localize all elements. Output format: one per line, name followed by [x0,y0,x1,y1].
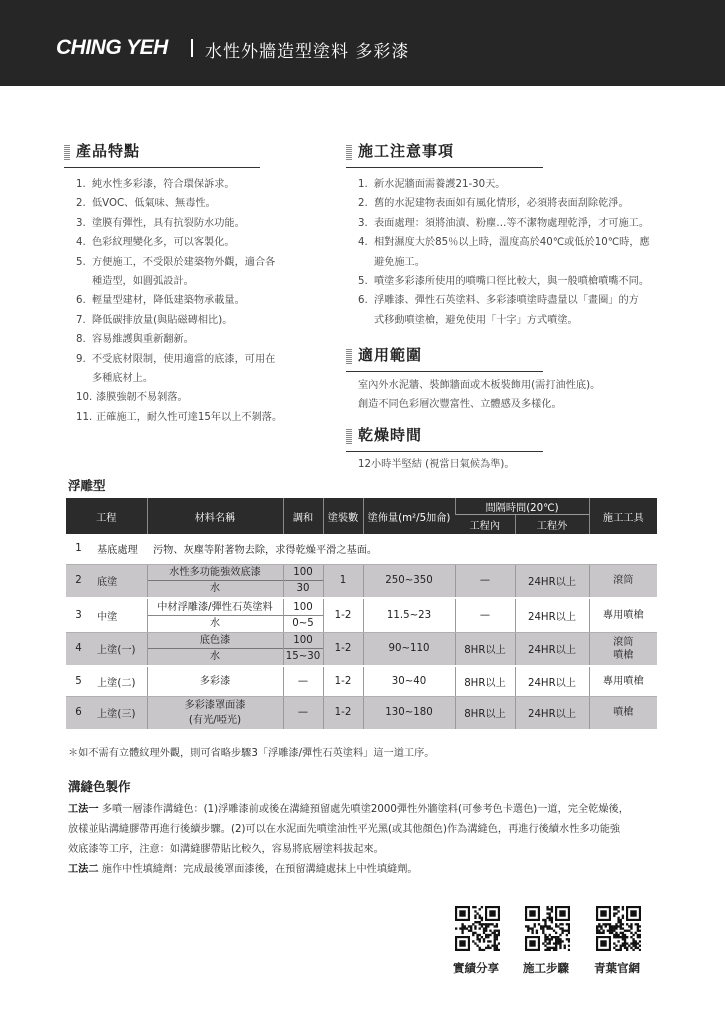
step-tool [589,564,657,598]
step-number: 3 [66,598,91,632]
list-item [358,214,650,233]
mix-ratio: 0~5 [284,615,323,631]
step-number: 5 [66,666,91,696]
step-interval-out: 24HR以上 [515,564,589,598]
features-heading [64,140,260,164]
tool-name: 噴槍 [613,707,634,719]
heading-underline [346,167,543,168]
step-note: 污物、灰塵等附著物去除，求得乾燥平滑之基面。 [147,534,657,564]
item-number: 8. [76,334,86,346]
scope-text [358,376,600,414]
item-text: 新水泥牆面需養護21-30天。 [374,179,506,190]
item-text: 低VOC、低氣味、無毒性。 [92,198,216,210]
list-item [358,291,650,330]
material-name: 底色漆 [199,635,231,647]
step-number: 2 [66,564,91,598]
features-title: 產品特點 [76,142,141,160]
list-item [76,291,282,310]
item-number: 4. [358,237,368,249]
step-coats: 1-2 [323,598,363,632]
brand-logo: CHING YEH [56,36,168,59]
heading-underline [346,371,543,372]
step-mix [283,632,323,666]
step-coverage: 11.5~23 [363,598,455,632]
mix-ratio: 100 [293,601,313,613]
header-tool: 施工工具 [589,498,657,534]
features-list [76,175,282,427]
list-item [76,388,282,407]
material-name: (有光/啞光) [188,714,242,726]
step-tool [589,666,657,696]
tool-name: 專用噴槍 [602,609,644,621]
step-interval-in: 8HR以上 [455,696,515,730]
header-bar [0,0,725,86]
tool-name: 專用噴槍 [602,675,644,687]
step-mix [283,666,323,696]
step-interval-in: — [455,598,515,632]
header-interval-out: 工程外 [515,515,589,534]
item-number: 6. [76,295,86,307]
step-number: 1 [66,534,91,564]
step-tool [589,696,657,730]
item-number: 3. [358,217,368,229]
item-number: 6. [358,295,368,307]
step-coverage: 90~110 [363,632,455,666]
item-text: 舊的水泥建物表面如有風化情形，必須將表面刮除乾淨。 [374,198,629,210]
method-one-line [68,800,629,820]
method-one [68,800,629,860]
header-coverage: 塗佈量(m²/5加侖) [363,498,455,534]
item-text: 塗膜有彈性，具有抗裂防水功能。 [92,217,245,229]
step-coverage: 30~40 [363,666,455,696]
qr-code-icon[interactable] [455,906,500,951]
method-one-text: 放樣並貼溝縫膠帶再進行後續步驟。(2)可以在水泥面先噴塗油性平光黑(或其他顏色)作為溝縫色，再進行後續水性多功能強 [68,824,621,835]
item-number: 1. [358,179,368,190]
item-text: 降低碳排放量(與貼磁磚相比)。 [92,314,233,326]
step-coats: 1 [323,564,363,598]
item-number: 1. [76,179,86,190]
item-text: 浮雕漆、彈性石英塗料、多彩漆噴塗時盡量以「畫圈」的方 [374,295,639,307]
item-text: 避免施工。 [374,256,425,268]
step-number: 6 [66,696,91,730]
method-one-text: 多噴一層漆作溝縫色：(1)浮雕漆前或後在溝縫預留處先噴塗2000彈性外牆塗料(可參考色卡選色)一道，完全乾燥後， [101,804,629,815]
tool-name: 滾筒 [613,575,634,587]
step-interval-out: 24HR以上 [515,696,589,730]
step-process: 中塗 [91,598,147,632]
list-item [76,350,282,389]
header-coats: 塗裝數 [323,498,363,534]
item-text: 正確施工，耐久性可達15年以上不剝落。 [96,411,283,423]
drying-heading [346,424,543,448]
step-coverage: 250~350 [363,564,455,598]
step-materials [147,696,283,730]
item-text: 方便施工，不受限於建築物外觀，適合各 [92,256,276,268]
method-two-text: 施作中性填縫劑：完成最後罩面漆後，在預留溝縫處抹上中性填縫劑。 [101,864,418,875]
table-row [66,598,657,632]
item-number: 10. [76,392,93,404]
mix-ratio: 100 [293,635,313,647]
step-tool [589,632,657,666]
step-interval-out: 24HR以上 [515,666,589,696]
list-item [76,233,282,252]
item-number: 2. [76,198,86,210]
step-mix [283,564,323,598]
qr-code-icon[interactable] [525,906,570,951]
heading-underline [64,167,260,168]
table-row [66,632,657,666]
scope-heading [346,344,543,368]
item-number: 5. [358,276,368,288]
table-section-title: 浮雕型 [68,478,106,493]
material-name: 水 [148,648,283,664]
item-text: 純水性多彩漆，符合環保訴求。 [92,179,235,190]
method-one-label: 工法一 [68,804,99,815]
material-name: 水 [148,615,283,631]
list-item [358,194,650,213]
item-text: 噴塗多彩漆所使用的噴嘴口徑比較大，與一般噴槍噴嘴不同。 [374,276,650,288]
drying-text: 12小時半堅結 (視當日氣候為準)。 [358,459,515,470]
tool-name: 滾筒 [613,636,634,648]
item-number: 9. [76,353,86,365]
step-process: 上塗(二) [91,666,147,696]
header-process: 工程 [66,498,147,534]
heading-underline [346,451,543,452]
qr-caption: 實績分享 [453,961,499,975]
step-coats: 1-2 [323,696,363,730]
scope-line: 室內外水泥牆、裝飾牆面或木板裝飾用(需打油性底)。 [358,380,601,391]
title-divider [191,39,193,57]
step-materials [147,666,283,696]
step-mix [283,696,323,730]
step-materials [147,564,283,598]
item-text: 表面處理：須將油漬、粉塵…等不潔物處理乾淨，才可施工。 [374,217,650,229]
heading-marker-icon [346,144,352,160]
table-row [66,666,657,696]
method-two-label: 工法二 [68,864,99,875]
material-name: 水性多功能強效底漆 [169,567,261,579]
table-row [66,534,657,564]
step-process: 上塗(三) [91,696,147,730]
step-process: 底塗 [91,564,147,598]
material-name: 多彩漆罩面漆 [184,699,246,711]
heading-marker-icon [64,144,70,160]
item-text: 式移動噴塗槍，避免使用「十字」方式噴塗。 [374,314,578,326]
table-row [66,696,657,730]
step-mix [283,598,323,632]
page-title: 水性外牆造型塗料 多彩漆 [205,42,410,62]
step-interval-out: 24HR以上 [515,598,589,632]
header-material: 材料名稱 [147,498,283,534]
list-item [358,175,650,194]
item-text: 多種底材上。 [92,373,154,385]
mix-ratio: 15~30 [284,648,323,664]
list-item [358,272,650,291]
item-number: 4. [76,237,86,249]
table-footnote: ＊如不需有立體紋理外觀，則可省略步驟3「浮雕漆/彈性石英塗料」這一道工序。 [68,748,435,759]
step-coverage: 130~180 [363,696,455,730]
step-interval-out: 24HR以上 [515,632,589,666]
item-text: 輕量型建材，降低建築物承載量。 [92,295,245,307]
header-interval: 間隔時間(20℃) [455,498,589,515]
item-text: 相對濕度大於85％以上時，溫度高於40℃或低於10℃時，應 [374,237,650,249]
drying-title: 乾燥時間 [358,426,423,444]
material-name: 水 [148,580,283,596]
seam-title: 溝縫色製作 [68,779,131,794]
item-text: 不受底材限制，使用適當的底漆，可用在 [92,353,276,365]
list-item [76,408,282,427]
step-process: 上塗(一) [91,632,147,666]
item-text: 種造型，如圓弧設計。 [92,276,194,288]
step-tool [589,598,657,632]
item-number: 5. [76,256,86,268]
method-one-text: 效底漆等工序，注意：如溝縫膠帶貼比較久，容易將底層塗料拔起來。 [68,844,384,855]
list-item [76,311,282,330]
step-interval-in: — [455,564,515,598]
step-process: 基底處理 [91,534,147,564]
mix-ratio: 30 [284,580,323,596]
qr-code-icon[interactable] [596,906,641,951]
notes-heading [346,140,543,164]
list-item [358,233,650,272]
step-interval-in: 8HR以上 [455,666,515,696]
header-interval-in: 工程內 [455,515,515,534]
item-text: 漆膜強韌不易剝落。 [96,392,188,404]
scope-title: 適用範圍 [358,346,423,364]
spec-table [66,498,657,731]
scope-line: 創造不同色彩層次豐富性、立體感及多樣化。 [358,399,562,410]
header-mix: 調和 [283,498,323,534]
qr-caption: 青葉官網 [594,961,640,975]
tool-name: 噴槍 [613,649,634,661]
qr-caption: 施工步驟 [523,961,569,975]
item-text: 容易維護與重新翻新。 [92,334,194,346]
mix-ratio: — [297,675,309,687]
step-coats: 1-2 [323,666,363,696]
mix-ratio: — [297,707,309,719]
list-item [76,214,282,233]
step-number: 4 [66,632,91,666]
list-item [76,330,282,349]
list-item [76,175,282,194]
step-coats: 1-2 [323,632,363,666]
heading-marker-icon [346,428,352,444]
notes-list [358,175,650,330]
item-text: 色彩紋理變化多，可以客製化。 [92,237,235,249]
item-number: 7. [76,314,86,326]
heading-marker-icon [346,348,352,364]
item-number: 11. [76,411,93,423]
material-name: 多彩漆 [199,675,231,687]
step-materials [147,632,283,666]
material-name: 中材浮雕漆/彈性石英塗料 [157,601,273,613]
step-materials [147,598,283,632]
list-item [76,194,282,213]
notes-title: 施工注意事項 [358,142,455,160]
method-two [68,860,418,880]
item-number: 2. [358,198,368,210]
step-interval-in: 8HR以上 [455,632,515,666]
mix-ratio: 100 [293,567,313,579]
table-row [66,564,657,598]
item-number: 3. [76,217,86,229]
list-item [76,253,282,292]
